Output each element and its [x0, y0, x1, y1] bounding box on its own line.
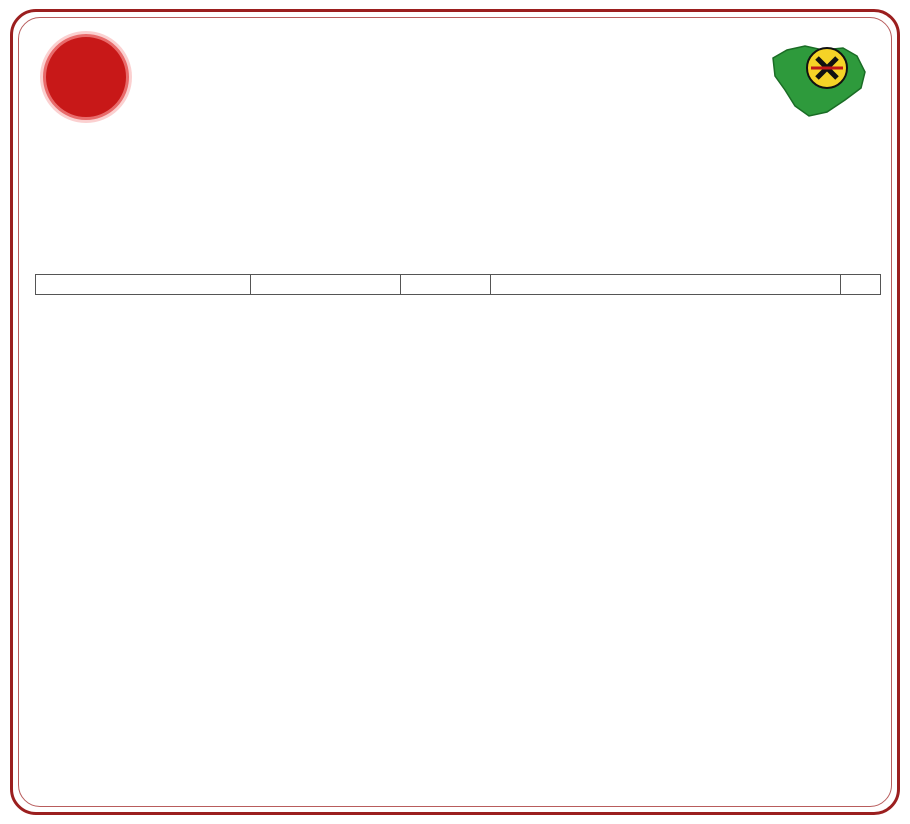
- col-guarantee-header: [36, 275, 251, 295]
- col-description-header: [491, 275, 841, 295]
- tender-table: [35, 274, 881, 295]
- table-header-row: [36, 275, 881, 295]
- col-setad-number-header: [251, 275, 401, 295]
- round-badge: [43, 34, 129, 120]
- company-logo-icon: [765, 28, 875, 123]
- col-index-header: [841, 275, 881, 295]
- inner-border: [18, 17, 892, 807]
- notice-frame: [10, 9, 900, 815]
- col-tender-number-header: [401, 275, 491, 295]
